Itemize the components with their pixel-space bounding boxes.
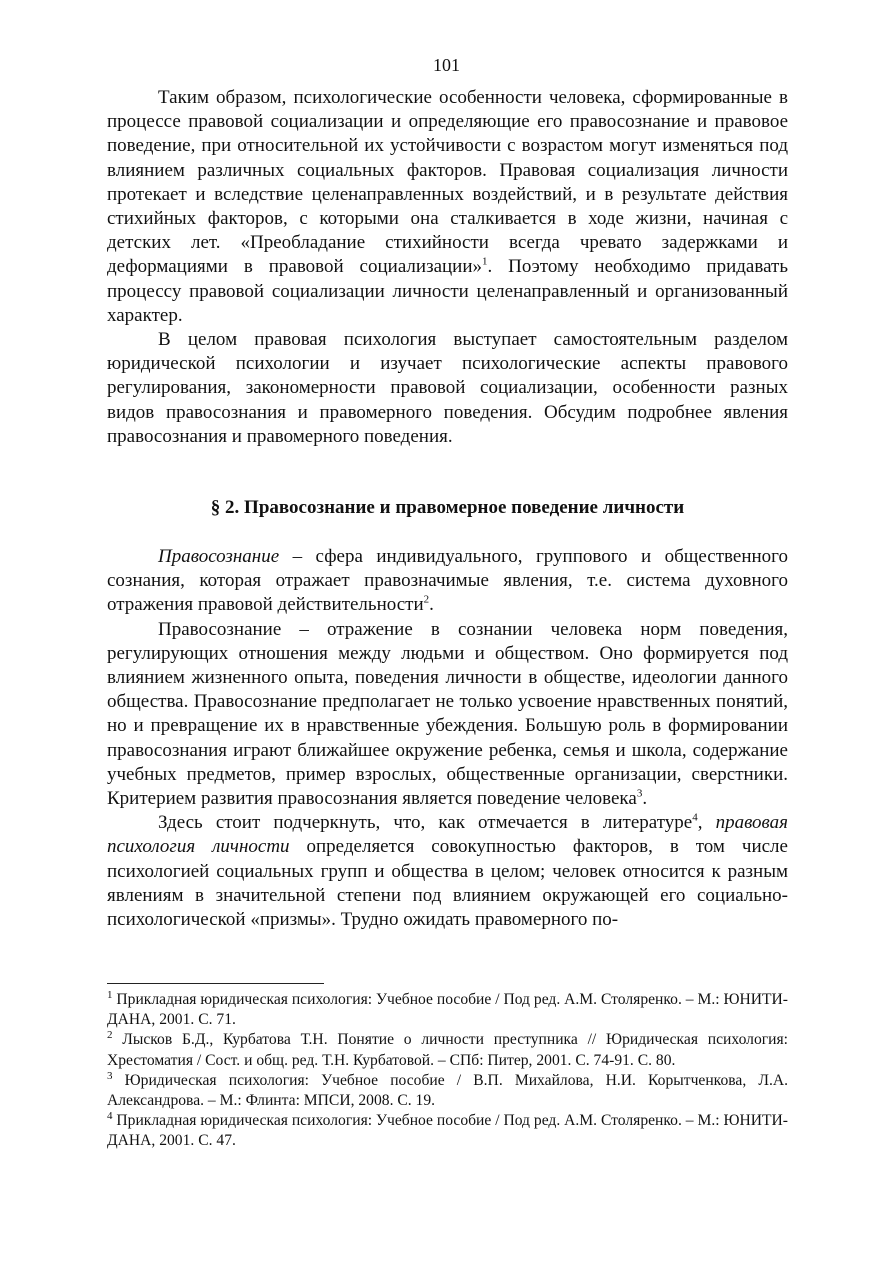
footnote-number: 2	[107, 1029, 113, 1042]
paragraph: Правосознание – отражение в сознании человека норм поведения, регулирующих отношения между людьми и обществом. Оно формируется под влиянием жизненного опыта, поведения личности в обществе, идеологии данного общества. Правосознание предполагает не только усвоение нравственных понятий, но и превращение их в нравственные убеждения. Большую роль в формировании правосознания играют ближайшее окружение ребенка, семья и школа, содержание учебных предметов, пример взрослых, общественные организации, сверстники. Критерием развития правосознания является поведение человека$^3$.	[107, 618, 788, 810]
footnote: $^2$ Лысков Б.Д., Курбатова Т.Н. Понятие о личности преступника // Юридическая психология: Хрестоматия / Сост. и общ. ред. Т.Н. Курбатовой. – СПб: Питер, 2001. С. 74-91. С. 80.	[107, 1029, 788, 1069]
footnote-number: 4	[107, 1110, 113, 1123]
paragraph: Таким образом, психологические особенности человека, сформированные в процессе правовой социализации и определяющие его правосознание и правовое поведение, при относительной их устойчивости с возрастом могут изменяться под влиянием различных социальных факторов. Правовая социализация личности протекает и вследствие целенаправленных воздействий, и в результате действия стихийных факторов, с которыми она сталкивается в ходе жизни, начиная с детских лет. «Преобладание стихийности всегда чревато задержками и деформациями в правовой социализации»$^1$. Поэтому необходимо придавать процессу правовой социализации личности целенаправленный и организованный характер.	[107, 87, 788, 326]
footnote-ref[interactable]: 1	[482, 256, 488, 269]
footnote-number: 3	[107, 1069, 113, 1082]
paragraph: В целом правовая психология выступает самостоятельным разделом юридической психологии и изучает психологические аспекты правового регулирования, закономерности правовой социализации, особенности разных видов правосознания и правомерного поведения. Обсудим подробнее явления правосознания и правомерного поведения.	[107, 329, 788, 447]
footnote-ref[interactable]: 2	[423, 594, 430, 607]
footnote-number: 1	[107, 988, 113, 1001]
footnote: $^3$ Юридическая психология: Учебное пособие / В.П. Михайлова, Н.И. Корытченкова, Л.А. Александрова. – М.: Флинта: МПСИ, 2008. С. 19.	[107, 1069, 788, 1110]
body-text-upper	[107, 86, 788, 449]
footnote: $^4$ Прикладная юридическая психология: Учебное пособие / Под ред. А.М. Столяренко. – М.: ЮНИТИ-ДАНА, 2001. С. 47.	[107, 1110, 788, 1150]
italic-term: правовая психология личности	[107, 812, 789, 858]
footnote: $^1$ Прикладная юридическая психология: Учебное пособие / Под ред. А.М. Столяренко. – М.: ЮНИТИ-ДАНА, 2001. С. 71.	[107, 988, 788, 1029]
footnote-divider	[107, 983, 324, 984]
footnotes	[107, 990, 788, 1152]
footnote-ref[interactable]: 3	[636, 787, 643, 800]
paragraph: Правосознание – сфера индивидуального, группового и общественного сознания, которая отражает правозначимые явления, т.е. система духовного отражения правовой действительности$^2$.	[107, 546, 788, 616]
body-text-lower	[107, 545, 788, 932]
footnote-ref[interactable]: 4	[692, 811, 698, 824]
section-heading: § 2. Правосознание и правомерное поведение личности	[210, 497, 685, 518]
paragraph: Здесь стоит подчеркнуть, что, как отмечается в литературе$^4$, правовая психология личности определяется совокупностью факторов, в том числе психологией социальных групп и общества в целом; человек относится к разным явлениям в значительной степени под влиянием окружающей его социально-психологической «призмы». Трудно ожидать правомерного по-	[107, 811, 789, 931]
italic-term: Правосознание	[158, 546, 280, 567]
page-number: 101	[433, 55, 460, 75]
